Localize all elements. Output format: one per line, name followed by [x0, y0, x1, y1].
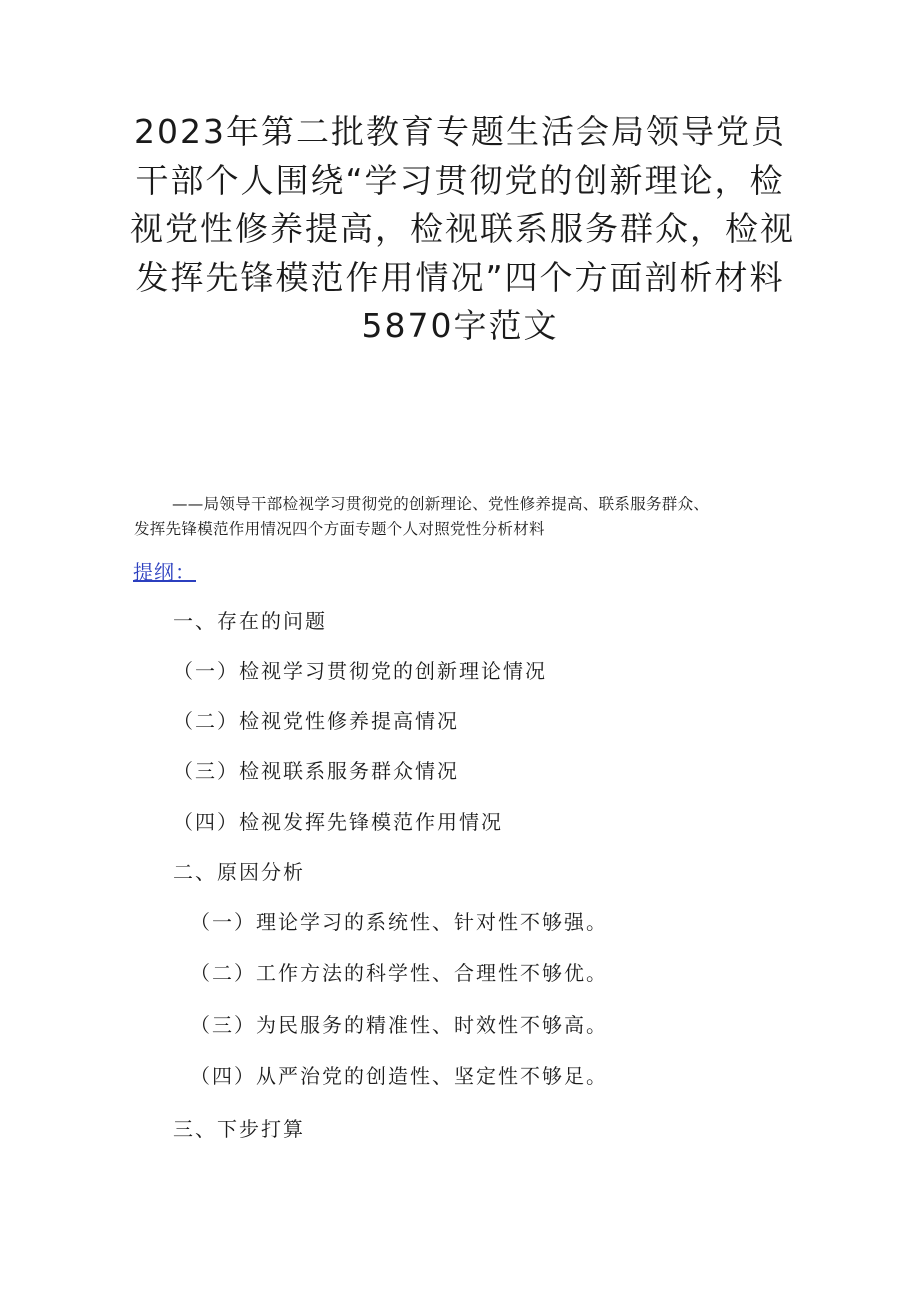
list-item: （二）检视党性修养提高情况 — [173, 709, 459, 733]
title-line: 发挥先锋模范作用情况”四个方面剖析材料 — [135, 257, 785, 297]
document-title — [130, 108, 795, 351]
section-heading-next-steps: 三、下步打算 — [173, 1117, 305, 1141]
list-item: （一）理论学习的系统性、针对性不够强。 — [190, 910, 608, 934]
section-heading-problems: 一、存在的问题 — [173, 609, 327, 633]
title-line: 视党性修养提高，检视联系服务群众，检视 — [130, 209, 795, 248]
list-item: （一）检视学习贯彻党的创新理论情况 — [173, 659, 547, 683]
subtitle-line: 发挥先锋模范作用情况四个方面专题个人对照党性分析材料 — [134, 520, 545, 538]
title-line: 5870字范文 — [361, 306, 559, 345]
document-subtitle — [134, 492, 824, 542]
section-heading-causes: 二、原因分析 — [173, 860, 305, 884]
subtitle-line: ——局领导干部检视学习贯彻党的创新理论、党性修养提高、联系服务群众、 — [172, 495, 710, 513]
title-line: 干部个人围绕“学习贯彻党的创新理论，检 — [135, 160, 785, 200]
list-item: （四）检视发挥先锋模范作用情况 — [173, 810, 503, 834]
list-item: （三）为民服务的精准性、时效性不够高。 — [190, 1013, 608, 1037]
list-item: （二）工作方法的科学性、合理性不够优。 — [190, 961, 608, 985]
list-item: （三）检视联系服务群众情况 — [173, 759, 459, 783]
list-item: （四）从严治党的创造性、坚定性不够足。 — [190, 1064, 608, 1088]
title-line: 2023年第二批教育专题生活会局领导党员 — [134, 112, 786, 151]
outline-link[interactable]: 提纲： — [133, 560, 196, 584]
